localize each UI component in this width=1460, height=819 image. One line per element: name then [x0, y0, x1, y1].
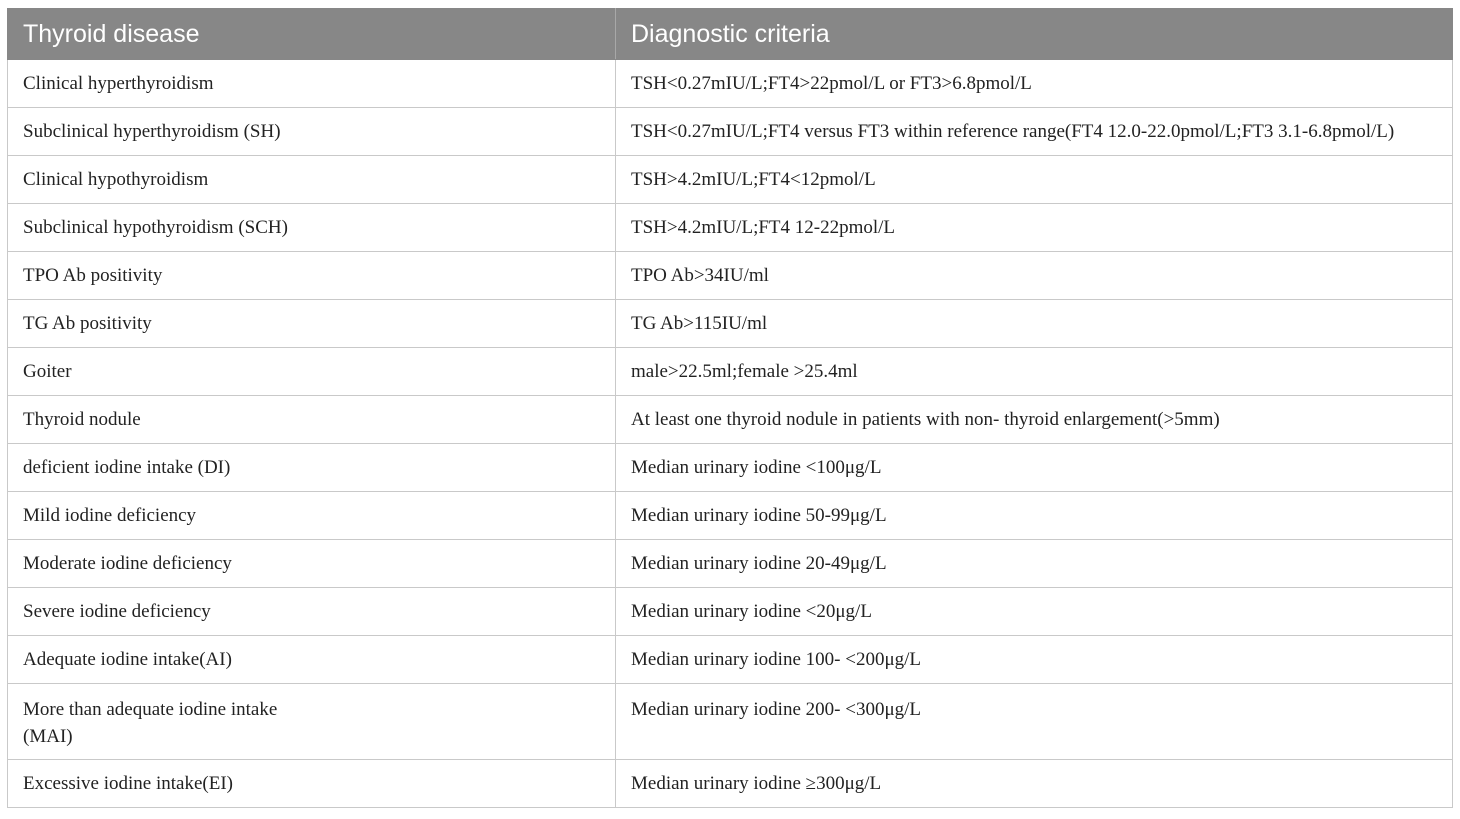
table-row [8, 108, 1453, 156]
disease-cell: Mild iodine deficiency [8, 492, 616, 540]
table-row [8, 540, 1453, 588]
disease-cell: TPO Ab positivity [8, 252, 616, 300]
criteria-cell: Median urinary iodine 20-49μg/L [616, 540, 1453, 588]
criteria-cell: TSH>4.2mIU/L;FT4 12-22pmol/L [616, 204, 1453, 252]
criteria-cell: male>22.5ml;female >25.4ml [616, 348, 1453, 396]
criteria-cell: TPO Ab>34IU/ml [616, 252, 1453, 300]
criteria-cell: TSH>4.2mIU/L;FT4<12pmol/L [616, 156, 1453, 204]
criteria-cell: At least one thyroid nodule in patients with non- thyroid enlargement(>5mm) [616, 396, 1453, 444]
table-row [8, 348, 1453, 396]
diagnostic-criteria-table [7, 8, 1453, 808]
criteria-cell: Median urinary iodine <100μg/L [616, 444, 1453, 492]
disease-cell: Clinical hyperthyroidism [8, 60, 616, 108]
disease-cell-text: More than adequate iodine intake (MAI) [23, 699, 278, 747]
table-row [8, 396, 1453, 444]
table-row [8, 252, 1453, 300]
table-row [8, 760, 1453, 808]
header-diagnostic-criteria: Diagnostic criteria [616, 9, 1453, 60]
table-row [8, 588, 1453, 636]
criteria-cell: Median urinary iodine 200- <300μg/L [616, 684, 1453, 760]
criteria-cell: TSH<0.27mIU/L;FT4 versus FT3 within reference range(FT4 12.0-22.0pmol/L;FT3 3.1-6.8pmol/L) [616, 108, 1453, 156]
criteria-cell: Median urinary iodine 50-99μg/L [616, 492, 1453, 540]
criteria-cell: TSH<0.27mIU/L;FT4>22pmol/L or FT3>6.8pmol/L [616, 60, 1453, 108]
header-thyroid-disease: Thyroid disease [8, 9, 616, 60]
table-row [8, 60, 1453, 108]
criteria-cell: Median urinary iodine <20μg/L [616, 588, 1453, 636]
table-row [8, 444, 1453, 492]
table-row [8, 156, 1453, 204]
criteria-cell: Median urinary iodine 100- <200μg/L [616, 636, 1453, 684]
disease-cell: Severe iodine deficiency [8, 588, 616, 636]
disease-cell [8, 684, 616, 760]
table-row [8, 492, 1453, 540]
disease-cell: Clinical hypothyroidism [8, 156, 616, 204]
disease-cell: deficient iodine intake (DI) [8, 444, 616, 492]
disease-cell: Excessive iodine intake(EI) [8, 760, 616, 808]
table-row [8, 300, 1453, 348]
table-row [8, 636, 1453, 684]
table-header-row [8, 9, 1453, 60]
disease-cell: Adequate iodine intake(AI) [8, 636, 616, 684]
disease-cell: TG Ab positivity [8, 300, 616, 348]
disease-cell: Subclinical hyperthyroidism (SH) [8, 108, 616, 156]
disease-cell: Goiter [8, 348, 616, 396]
disease-cell: Subclinical hypothyroidism (SCH) [8, 204, 616, 252]
criteria-cell: TG Ab>115IU/ml [616, 300, 1453, 348]
disease-cell: Thyroid nodule [8, 396, 616, 444]
diagnostic-criteria-table-container [7, 8, 1452, 808]
disease-cell: Moderate iodine deficiency [8, 540, 616, 588]
table-row [8, 204, 1453, 252]
criteria-cell: Median urinary iodine ≥300μg/L [616, 760, 1453, 808]
table-row [8, 684, 1453, 760]
